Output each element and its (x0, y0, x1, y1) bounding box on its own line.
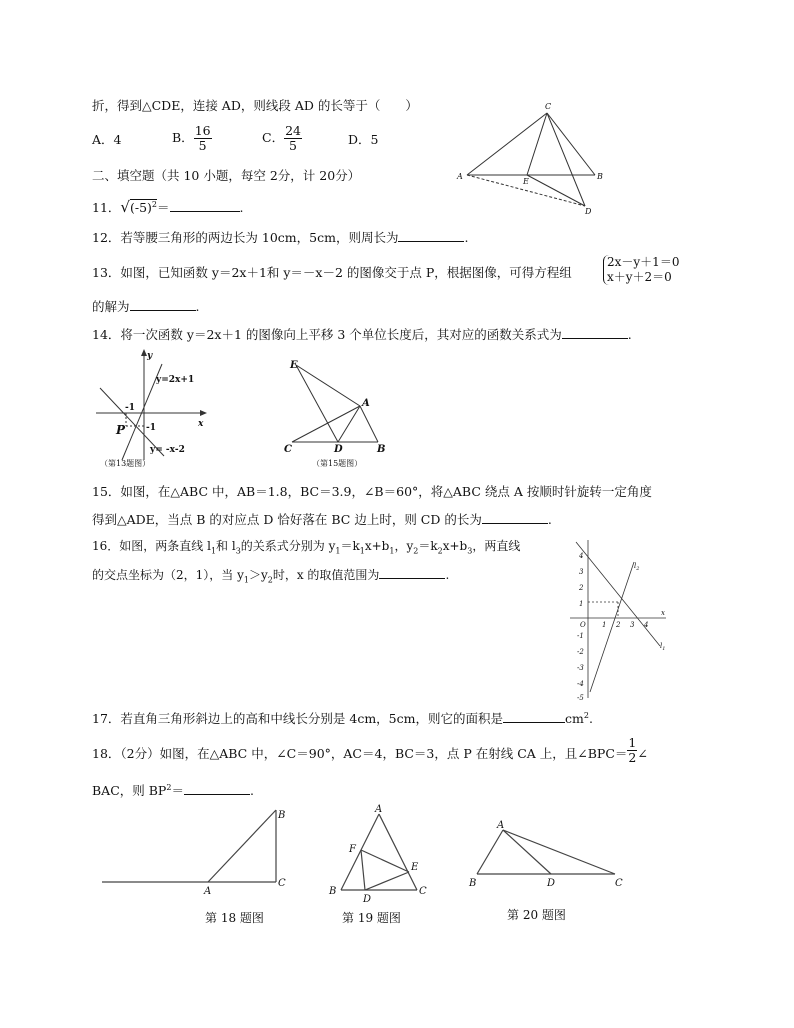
svg-text:-1: -1 (577, 632, 584, 640)
q10-label-e: E (523, 177, 529, 186)
fig13-mark2: -1 (146, 423, 156, 433)
fig13-line2-label: y= -x-2 (150, 445, 185, 455)
fig13-caption: （第13题图） (100, 459, 151, 468)
fig19-a: A (375, 804, 383, 815)
fig20-b: B (469, 878, 477, 889)
fig13-line1-label: y=2x+1 (156, 375, 195, 385)
fig13-p: P (116, 423, 126, 437)
fig18-caption: 第 18 题图 (205, 911, 264, 925)
q12: 12．若等腰三角形的两边长为 10cm，5cm，则周长为 . (92, 230, 469, 245)
fig19-e: E (411, 862, 419, 873)
fig15-d: D (334, 444, 343, 455)
fig19-caption: 第 19 题图 (342, 911, 401, 925)
q10-figure (455, 100, 615, 218)
fig15-caption: （第15题图） (312, 459, 363, 468)
q15-line2: 得到△ADE，当点 B 的对应点 D 恰好落在 BC 边上时，则 CD 的长为 . (92, 512, 552, 527)
fig18-b: B (278, 810, 286, 821)
svg-text:2: 2 (616, 621, 621, 629)
fig16-origin: O (580, 621, 586, 629)
q13-text: 13．如图，已知函数 y＝2x＋1和 y＝－x－2 的图像交于点 P，根据图像，可得方程组 (92, 265, 572, 280)
fig19-d: D (363, 894, 372, 904)
fig15-b: B (377, 444, 386, 455)
fig13-mark1: -1 (125, 403, 135, 413)
svg-text:2: 2 (579, 584, 584, 592)
q10-option-a: A．4 (92, 132, 122, 147)
q13-line2: 的解为 . (92, 299, 200, 314)
q11: 11．$√(-5)^2=$ . (92, 198, 244, 217)
fig19-b: B (329, 886, 337, 897)
fig15-e: E (290, 360, 298, 371)
fig20-a: A (497, 820, 505, 831)
fig13-x: x (198, 419, 204, 429)
q14: 14．将一次函数 y＝2x＋1 的图像向上平移 3 个单位长度后，其对应的函数关系式为 . (92, 327, 632, 342)
fig16 (564, 532, 672, 702)
fig19-f: F (349, 844, 356, 855)
q10-option-b: B． $\frac{16}{5}$ (172, 123, 211, 153)
q15-line1: 15．如图，在△ABC 中，AB＝1.8，BC＝3.9，∠B＝60°，将△ABC 绕点 A 按顺时针旋转一定角度 (92, 484, 652, 499)
svg-text:1: 1 (579, 600, 584, 608)
q10-label-c: C (545, 102, 552, 111)
fig18-c: C (278, 878, 286, 889)
q10-label-d: D (585, 207, 592, 216)
svg-text:-3: -3 (577, 664, 584, 672)
fig15 (278, 356, 398, 470)
svg-text:-5: -5 (577, 694, 584, 702)
svg-text:4: 4 (644, 621, 649, 629)
fig15-c: C (284, 444, 292, 455)
q10-option-c: C． $\frac{24}{5}$ (262, 123, 301, 153)
q17: 17．若直角三角形斜边上的高和中线长分别是 4cm，5cm，则它的面积是 $cm^2$. (92, 711, 593, 727)
fig13-y: y (147, 351, 153, 361)
fig20-c: C (615, 878, 623, 889)
q16-line2: 的交点坐标为（2，1），当 $y_1>y_2$时，x 的取值范围为 . (92, 568, 450, 585)
svg-text:-2: -2 (577, 648, 584, 656)
fig19 (325, 802, 435, 904)
fig20-caption: 第 20 题图 (507, 908, 566, 922)
fig18-a: A (204, 886, 212, 894)
q10-stem: 折，得到△CDE，连接 AD，则线段 AD 的长等于（ ） (92, 98, 418, 113)
fig19-c: C (419, 886, 427, 897)
fig20-d: D (547, 878, 556, 889)
q18-line2: BAC，则 $BP^2=$ . (92, 783, 254, 799)
fig15-a: A (362, 398, 370, 409)
svg-text:3: 3 (630, 621, 635, 629)
svg-text:1: 1 (602, 621, 607, 629)
q16-line1: 16．如图，两条直线 $l_1$和 $l_3$的关系式分别为 $y_1=k_1x+b_1$，$y_2=k_2x+b_3$，两直线 (92, 539, 521, 556)
fig16-l2: $l_2$ (634, 562, 640, 572)
q10-label-a: A (457, 172, 463, 181)
svg-text:-4: -4 (577, 680, 584, 688)
fig16-l1: $l_1$ (660, 642, 666, 652)
fig13 (92, 348, 212, 470)
fig18 (100, 804, 290, 894)
svg-text:4: 4 (579, 552, 584, 560)
section-title: 二、填空题（共 10 小题，每空 2分，计 20分） (92, 168, 361, 183)
fig16-x: x (661, 609, 665, 617)
q13-system: 2x－y＋1＝0 x＋y＋2＝0 (603, 255, 679, 285)
q10-option-d: D．5 (348, 132, 379, 147)
q18-line1: 18．（2分）如图，在△ABC 中，∠C＝90°，AC＝4，BC＝3，点 P 在射线 CA 上，且∠BPC＝ $\frac{1}{2}$ ∠ (92, 735, 648, 765)
fig20 (465, 818, 635, 890)
svg-text:3: 3 (579, 568, 584, 576)
q10-label-b: B (597, 172, 603, 181)
